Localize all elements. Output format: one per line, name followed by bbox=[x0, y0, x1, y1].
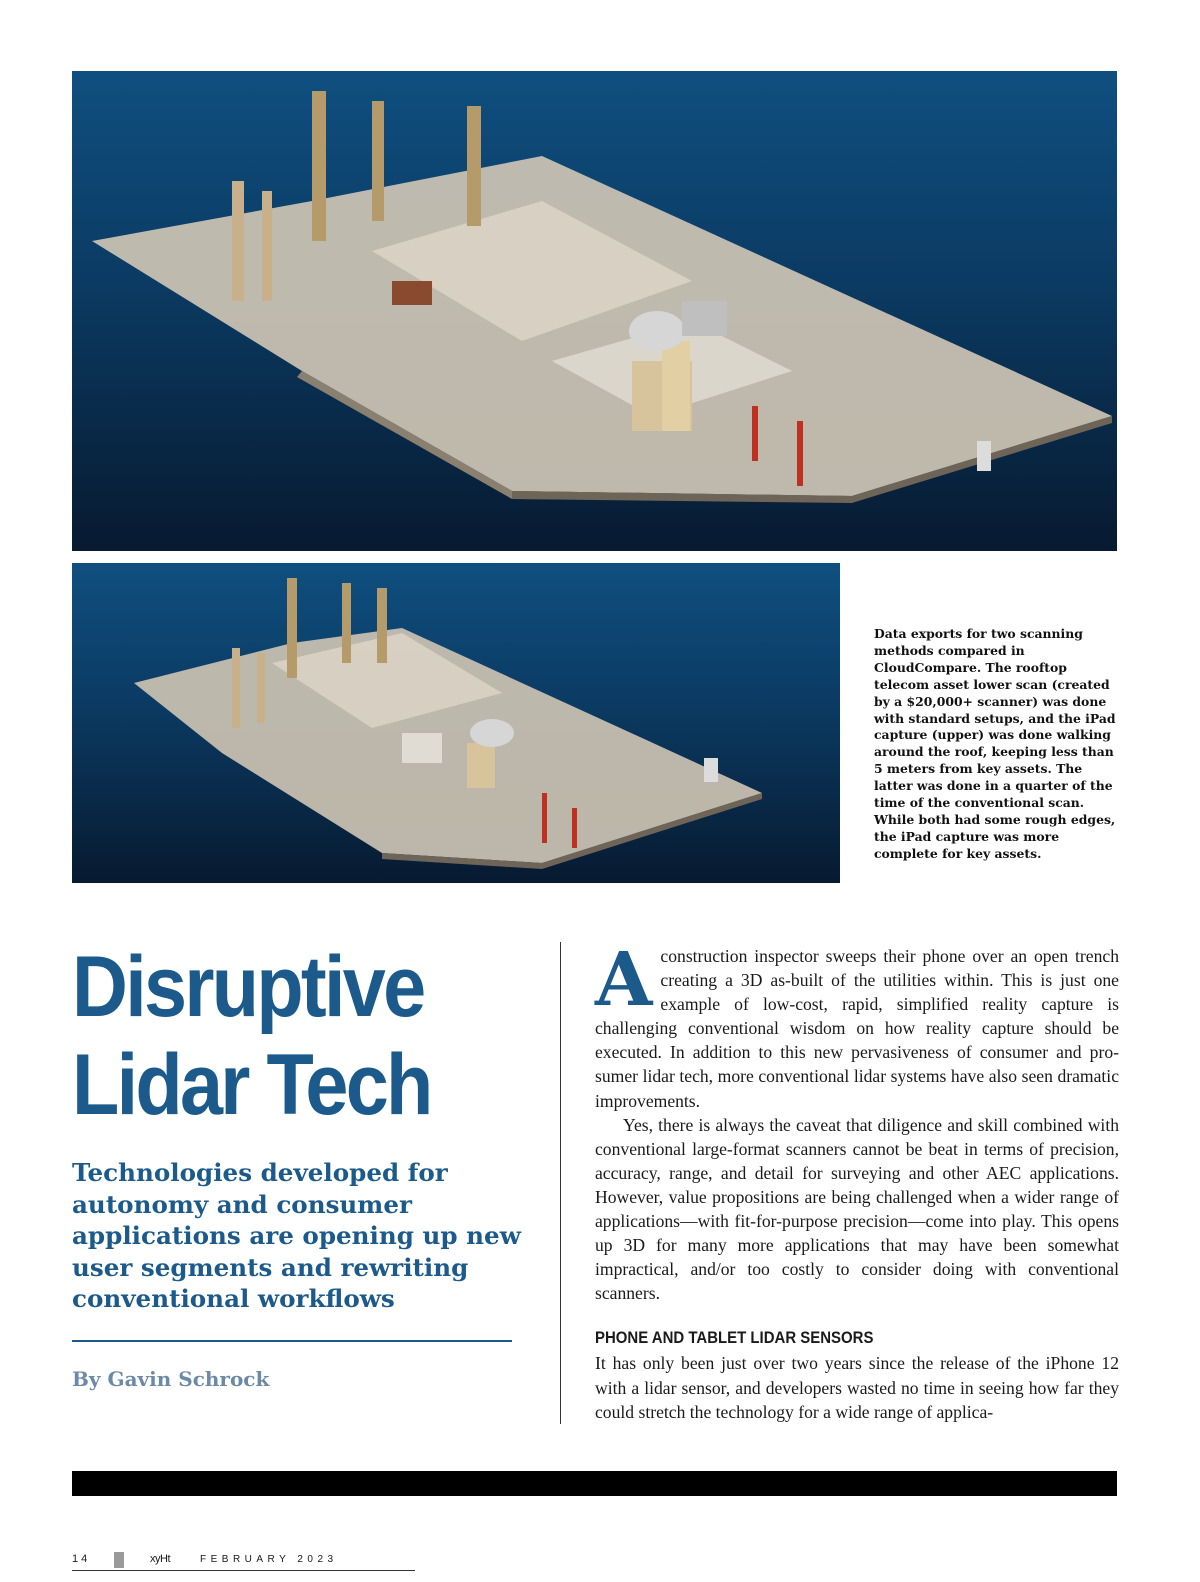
drop-cap: A bbox=[595, 937, 653, 1023]
figure-caption: Data exports for two scanning methods compared in CloudCompare. The rooftop telecom asset lower scan (created by a $20,000+ scanner) was done with standard setups, and the iPad capture (upper) was done walking around the roof, keeping less than 5 meters from key assets. The latter was done in a quarter of the time of the conventional scan. While both had some rough edges, the iPad capture was more complete for key assets. bbox=[874, 626, 1116, 861]
column-divider bbox=[560, 942, 561, 1424]
footer-marker bbox=[114, 1552, 124, 1568]
paragraph-1-text: construction inspector sweeps their phone over an open trench creating a 3D as-built of the utilities within. This is just one example of low-cost, rapid, simplified reality capture is challenging conventional wisdom on how reality capture should be executed. In addition to this new pervasiveness of consumer and pro-sumer lidar tech, more conventional lidar systems have also seen dramatic improvements. bbox=[595, 946, 1119, 1111]
point-cloud-icon bbox=[72, 563, 840, 883]
footer-bar bbox=[72, 1471, 1117, 1496]
paragraph-3: It has only been just over two years since the release of the iPhone 12 with a lidar sensor, and developers wasted no time in seeing how far they could stretch the technology for a wide range of applica- bbox=[595, 1353, 1119, 1422]
paragraph-2: Yes, there is always the caveat that diligence and skill combined with conventional large-format scanners cannot be beat in terms of precision, accuracy, range, and detail for surveying and other AEC applications. However, value propositions are being challenged when a wider range of applications—with fit-for-purpose precision—come into play. This opens up 3D for many more applications that may have been somewhat impractical, and/or too costly to consider doing with conventional scanners. bbox=[595, 1114, 1119, 1304]
article-body bbox=[595, 937, 1119, 1424]
title-line-1: Disruptive bbox=[72, 939, 424, 1035]
page-number: 14 bbox=[72, 1553, 91, 1565]
section-heading: PHONE AND TABLET LIDAR SENSORS bbox=[595, 1328, 874, 1348]
title-line-2: Lidar Tech bbox=[72, 1037, 431, 1133]
page-footer bbox=[72, 1553, 415, 1571]
article-deck: Technologies developed for autonomy and consumer applications are opening up new user segments and rewriting conventional workflows bbox=[72, 1158, 521, 1313]
deck-divider bbox=[72, 1340, 512, 1342]
paragraph-1 bbox=[595, 937, 1119, 1113]
rooftop-point-cloud-lower-image bbox=[72, 563, 840, 883]
point-cloud-icon bbox=[72, 71, 1117, 551]
article-title bbox=[72, 938, 495, 1134]
issue-date: FEBRUARY 2023 bbox=[200, 1554, 338, 1565]
publication-name: xyHt bbox=[150, 1553, 170, 1565]
rooftop-point-cloud-upper-image bbox=[72, 71, 1117, 551]
byline: By Gavin Schrock bbox=[72, 1367, 270, 1391]
